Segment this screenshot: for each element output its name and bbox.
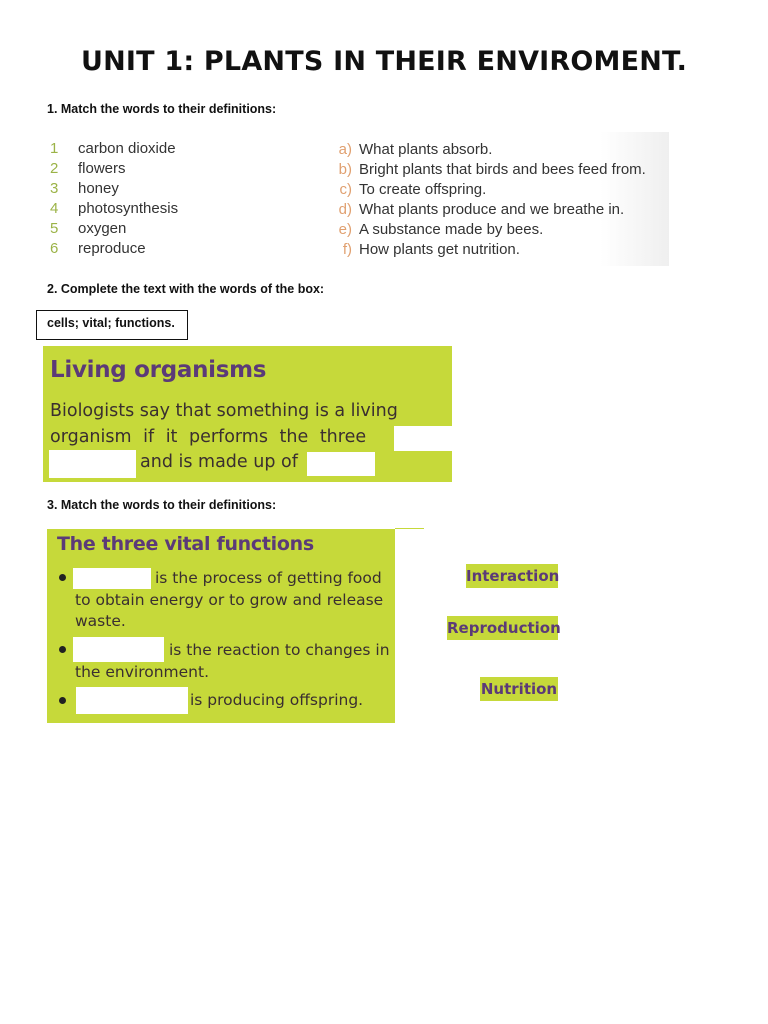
blank-field[interactable] bbox=[49, 450, 136, 478]
word-list bbox=[50, 139, 310, 259]
blank-field[interactable] bbox=[394, 426, 452, 451]
list-item: b) Bright plants that birds and bees feed from. bbox=[338, 161, 646, 178]
list-item: 6 reproduce bbox=[50, 240, 146, 257]
option-nutrition[interactable]: Nutrition bbox=[480, 677, 558, 701]
panel-line: and is made up of bbox=[140, 452, 298, 472]
option-reproduction[interactable]: Reproduction bbox=[447, 616, 558, 640]
panel-line: is the reaction to changes in bbox=[169, 641, 390, 659]
definition-panel bbox=[324, 132, 669, 266]
panel-line: the environment. bbox=[75, 663, 210, 681]
divider bbox=[395, 528, 424, 529]
list-item: e) A substance made by bees. bbox=[338, 221, 544, 238]
vital-functions-panel bbox=[47, 529, 395, 723]
blank-field[interactable] bbox=[73, 568, 151, 589]
list-item: 4 photosynthesis bbox=[50, 200, 179, 217]
list-item: d) What plants produce and we breathe in. bbox=[338, 201, 625, 218]
list-item: 3 honey bbox=[50, 180, 119, 197]
list-item: c) To create offspring. bbox=[339, 181, 487, 198]
list-item: a) What plants absorb. bbox=[338, 141, 493, 158]
panel-line: Biologists say that something is a living bbox=[50, 401, 398, 421]
blank-field[interactable] bbox=[73, 637, 164, 662]
bullet-icon bbox=[59, 697, 66, 704]
exercise-3-instruction: 3. Match the words to their definitions: bbox=[47, 498, 277, 512]
panel-line: is the process of getting food bbox=[155, 569, 382, 587]
list-item: 2 flowers bbox=[50, 160, 126, 177]
blank-field[interactable] bbox=[307, 452, 375, 476]
word-box: cells; vital; functions. bbox=[36, 310, 188, 340]
panel-line: waste. bbox=[75, 612, 126, 630]
panel-line: to obtain energy or to grow and release bbox=[75, 591, 384, 609]
living-organisms-panel bbox=[43, 346, 452, 482]
page-title: UNIT 1: PLANTS IN THEIR ENVIROMENT. bbox=[80, 46, 688, 77]
panel-line: organism if it performs the three bbox=[50, 427, 367, 447]
bullet-icon bbox=[59, 646, 66, 653]
panel-heading: The three vital functions bbox=[57, 533, 314, 555]
exercise-2-instruction: 2. Complete the text with the words of the box: bbox=[47, 282, 325, 296]
panel-line: is producing offspring. bbox=[190, 691, 364, 709]
exercise-1-instruction: 1. Match the words to their definitions: bbox=[47, 102, 277, 116]
list-item: 5 oxygen bbox=[50, 220, 127, 237]
bullet-icon bbox=[59, 574, 66, 581]
blank-field[interactable] bbox=[76, 687, 188, 714]
panel-heading: Living organisms bbox=[50, 357, 267, 383]
list-item: f) How plants get nutrition. bbox=[342, 241, 520, 258]
option-interaction[interactable]: Interaction bbox=[466, 564, 558, 588]
list-item: 1 carbon dioxide bbox=[50, 140, 176, 157]
